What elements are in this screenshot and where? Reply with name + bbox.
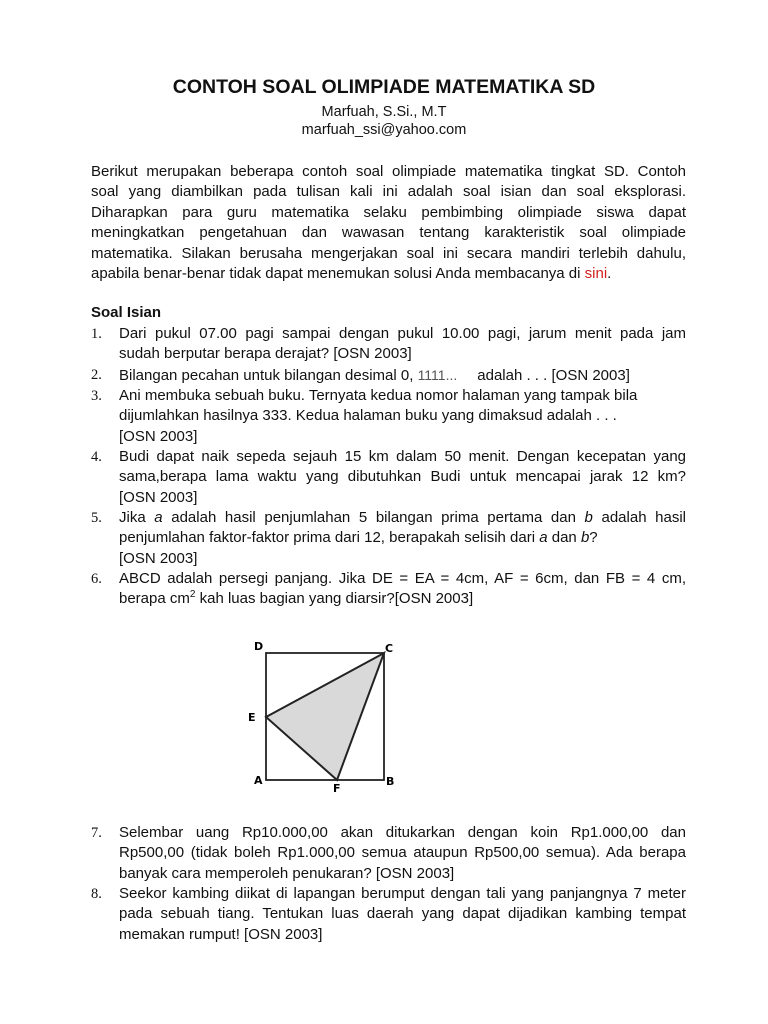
text-line: Rp500,00 (tidak boleh Rp1.000,00 semua ataupun Rp500,00 semua). Ada berapa — [119, 844, 686, 862]
text-line: pada sebuah tiang. Tentukan luas daerah yang dapat dijadikan kambing tempat — [119, 905, 686, 923]
author-email: marfuah_ssi@yahoo.com — [301, 122, 467, 138]
question-number: 3. — [91, 388, 102, 404]
var-a: a — [154, 509, 163, 526]
label-f: F — [333, 782, 341, 795]
text-line: dijumlahkan hasilnya 333. Kedua halaman buku yang dimaksud adalah . . . — [119, 407, 617, 425]
text: kah luas bagian yang diarsir?[OSN 2003] — [195, 590, 474, 608]
question-number: 5. — [91, 510, 102, 526]
text: berapa cm — [119, 590, 190, 608]
text: adalah hasil — [592, 509, 687, 526]
text-line: banyak cara memperoleh penukaran? [OSN 2003] — [119, 864, 455, 882]
label-c: C — [385, 642, 394, 655]
text: Bilangan pecahan untuk bilangan desimal 0, — [119, 367, 418, 384]
question-number: 2. — [91, 367, 102, 383]
text: penjumlahan faktor-faktor prima dari 12, berapakah selisih dari — [119, 529, 540, 547]
text-line: [OSN 2003] — [119, 427, 198, 445]
text: adalah hasil penjumlahan 5 bilangan prima pertama dan — [162, 509, 585, 526]
text-line: ABCD adalah persegi panjang. Jika DE = EA = 4cm, AF = 6cm, dan FB = 4 cm, — [119, 570, 686, 587]
text-line: Budi dapat naik sepeda sejauh 15 km dalam 50 menit. Dengan kecepatan yang — [119, 448, 686, 465]
text: Jika — [119, 509, 155, 526]
text-line: Seekor kambing diikat di lapangan berumput dengan tali yang panjangnya 7 meter — [119, 885, 686, 902]
question-7 — [91, 823, 686, 884]
question-number: 8. — [91, 886, 102, 902]
shaded-triangle — [266, 653, 384, 780]
question-number: 6. — [91, 571, 102, 587]
decimal-value: 1111... — [417, 367, 458, 383]
text-line: [OSN 2003] — [119, 488, 198, 506]
question-number: 1. — [91, 326, 102, 342]
text-line: matematika. Silakan berusaha mengerjakan soal ini secara mandiri terlebih dahulu, — [91, 244, 686, 262]
label-a: A — [254, 774, 263, 787]
text-line: Ani membuka sebuah buku. Ternyata kedua nomor halaman yang tampak bila — [119, 387, 638, 404]
question-number: 4. — [91, 449, 102, 465]
question-8 — [91, 884, 686, 945]
text: dan — [547, 529, 581, 547]
document-title: CONTOH SOAL OLIMPIADE MATEMATIKA SD — [172, 76, 596, 98]
text-line: Dari pukul 07.00 pagi sampai dengan pukul 10.00 pagi, jarum menit pada jam — [119, 325, 686, 342]
superscript: 2 — [189, 589, 196, 601]
label-d: D — [254, 640, 264, 653]
text-line: [OSN 2003] — [119, 549, 198, 567]
label-e: E — [248, 711, 256, 724]
text-line: soal yang diambilkan pada tulisan kali ini adalah soal isian dan soal eksplorasi. — [91, 183, 686, 201]
text-line: meningkatkan pengetahuan dan wawasan tentang karakteristik soal olimpiade — [91, 224, 686, 242]
text-line: sama,berapa lama waktu yang dibutuhkan Budi untuk mencapai jarak 12 km? — [119, 468, 686, 486]
label-b: B — [386, 775, 395, 788]
var-b: b — [584, 509, 593, 526]
question-number: 7. — [91, 825, 102, 841]
var-a: a — [539, 529, 548, 547]
text: ? — [589, 529, 598, 547]
text: adalah . . . [OSN 2003] — [477, 367, 630, 384]
author-name: Marfuah, S.Si., M.T — [321, 104, 447, 120]
text: . — [607, 264, 612, 282]
text-line: Berikut merupakan beberapa contoh soal olimpiade matematika tingkat SD. Contoh — [91, 163, 686, 180]
text-line: memakan rumput! [OSN 2003] — [119, 925, 323, 943]
var-b: b — [580, 529, 590, 547]
sini-link[interactable]: sini — [584, 264, 608, 282]
text: apabila benar-benar tidak dapat menemukan solusi Anda membacanya di — [91, 264, 585, 282]
section-heading: Soal Isian — [91, 304, 162, 321]
text-line: Diharapkan para guru matematika selaku pembimbing olimpiade siswa dapat — [91, 203, 686, 221]
text-line: sudah berputar berapa derajat? [OSN 2003] — [119, 345, 412, 363]
text-line: Selembar uang Rp10.000,00 akan ditukarkan dengan koin Rp1.000,00 dan — [119, 824, 686, 841]
